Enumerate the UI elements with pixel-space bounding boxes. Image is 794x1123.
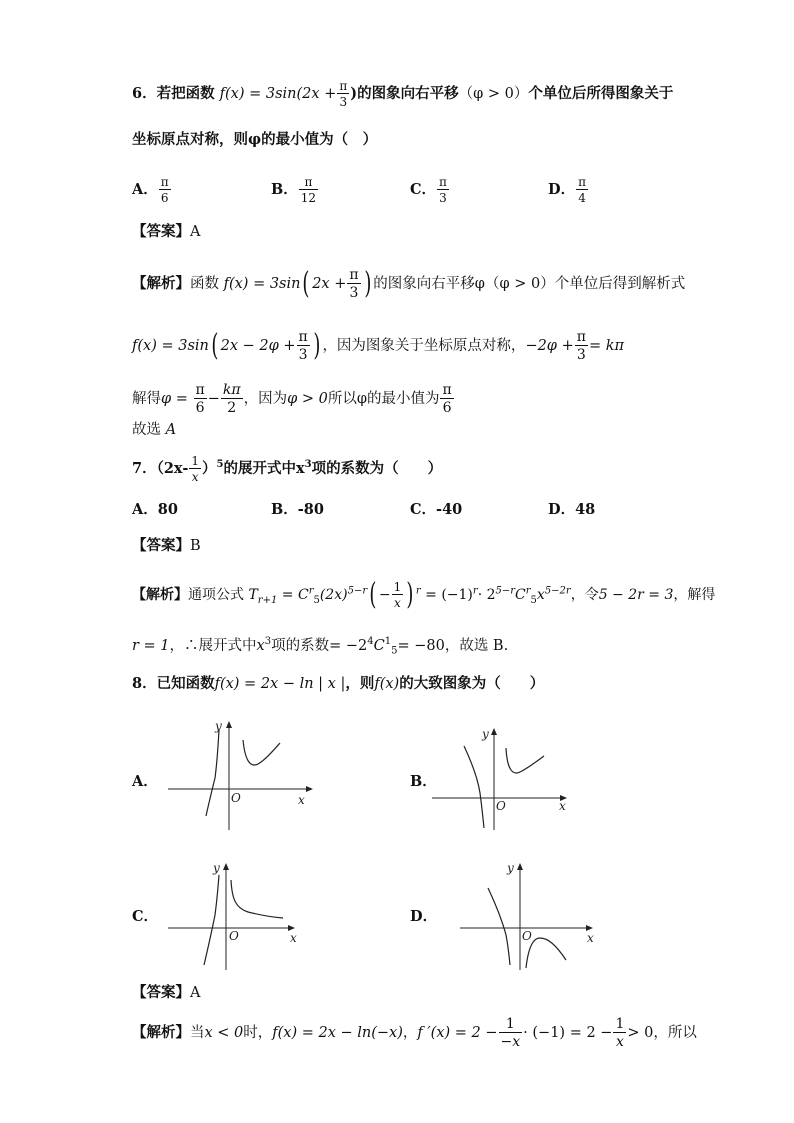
axis-x-label: x — [298, 793, 305, 807]
q7-option-c[interactable]: C．-40 — [410, 501, 463, 518]
axis-y-label: y — [482, 727, 489, 741]
origin-label: O — [496, 799, 506, 813]
q7-option-d[interactable]: D．48 — [548, 501, 596, 518]
y-axis-arrow-icon — [491, 728, 497, 735]
axis-y-label: y — [213, 861, 220, 875]
q6-answer-value: A — [190, 224, 201, 240]
curve-right — [506, 748, 544, 773]
origin-label: O — [231, 791, 241, 805]
curve-left — [204, 875, 219, 965]
q6-analysis-line3: 解得φ = $\frac{\pi}{6}$ − $\frac{k\pi}{2}$ ，因为φ > 0所以φ的最小值为 $\frac{\pi}{6}$ — [132, 382, 452, 416]
y-axis-arrow-icon — [223, 863, 229, 870]
answer-tag: 【答案】 — [132, 223, 190, 240]
q8-option-c[interactable]: C． — [132, 908, 159, 925]
q7-analysis-line1: 【解析】通项公式 $T_{r+1} = C^r_5(2x)^{5-r}$( − $\frac{1}{x}$ ) $^r = (-1)^r\cdot 2^{5-r}C^r_5x^{5-2r}$，令5 − 2r = 3，解得 — [132, 577, 716, 612]
q7-analysis-line2: r = 1，∴展开式中$x^3$项的系数= $-2^4C^1_5= -80$，故选 B. — [132, 636, 509, 657]
x-axis-arrow-icon — [306, 786, 313, 792]
curve-left — [488, 888, 510, 965]
curve-left — [464, 746, 484, 828]
origin-label: O — [522, 929, 532, 943]
q7-answer: 【答案】B — [132, 537, 201, 554]
q6-option-c[interactable]: C． $\frac{\pi}{3}$ — [410, 175, 447, 205]
q8-analysis-line1: 【解析】当x < 0时，f(x) = 2x − ln(−x)，f ′(x) = 2 − $\frac{1}{-x}$ · (−1) = 2 − $\frac{1}{x}$ > 0，所以 — [132, 1016, 697, 1050]
axis-x-label: x — [290, 931, 297, 945]
q7-option-b[interactable]: B．-80 — [271, 501, 324, 518]
q6-analysis-line1: 【解析】函数 f(x) = 3sin( 2x + $\frac{\pi}{3}$ ) 的图象向右平移φ（φ > 0）个单位后得到解析式 — [132, 266, 686, 301]
q6-number: 6． — [132, 85, 157, 102]
curve-left — [206, 730, 219, 816]
q8-option-d[interactable]: D． — [410, 908, 438, 925]
q8-stem: 8．已知函数f(x) = 2x − ln | x |，则f(x)的大致图象为（ ） — [132, 675, 545, 692]
axis-x-label: x — [559, 799, 566, 813]
curve-right — [231, 880, 283, 918]
q8-graph-b[interactable] — [432, 718, 592, 833]
curve-right — [526, 938, 566, 968]
q7-number: 7． — [132, 460, 157, 477]
q6-analysis-line2: f(x) = 3sin( 2x − 2φ + $\frac{\pi}{3}$ ) ，因为图象关于坐标原点对称，−2φ + $\frac{\pi}{3}$ = kπ — [132, 328, 625, 363]
q6-conclusion: 故选 A — [132, 422, 177, 438]
q6-option-d[interactable]: D． $\frac{\pi}{4}$ — [548, 175, 586, 205]
q6-frac-pi-3: $\frac{\pi}{3}$ — [339, 79, 348, 109]
q6-stem-line1: 6．若把函数 f(x) = 3sin(2x + $\frac{\pi}{3}$ )的图象向右平移（φ > 0）个单位后所得图象关于 — [132, 79, 674, 109]
q7-answer-value: B — [190, 538, 201, 554]
q8-graph-d[interactable] — [460, 860, 620, 975]
q8-number: 8． — [132, 675, 157, 692]
q6-answer — [132, 222, 200, 242]
q8-graph-a[interactable] — [168, 718, 328, 833]
q8-option-b[interactable]: B． — [410, 773, 437, 790]
axis-y-label: y — [215, 719, 222, 733]
q8-answer: 【答案】A — [132, 984, 201, 1001]
q7-stem: 7．（2x- $\frac{1}{x}$ ）$^5$的展开式中$x^3$项的系数为（ ） — [132, 454, 443, 484]
curve-right — [243, 740, 280, 765]
y-axis-arrow-icon — [517, 863, 523, 870]
q8-answer-value: A — [190, 985, 201, 1001]
q7-option-a[interactable]: A．80 — [132, 501, 178, 518]
q6-option-b[interactable]: B． $\frac{\pi}{12}$ — [271, 175, 317, 205]
y-axis-arrow-icon — [226, 721, 232, 728]
origin-label: O — [229, 929, 239, 943]
axis-y-label: y — [507, 861, 514, 875]
q6-option-a[interactable]: A． $\frac{\pi}{6}$ — [132, 175, 169, 205]
q8-option-a[interactable]: A． — [132, 773, 158, 790]
axis-x-label: x — [587, 931, 594, 945]
q6-stem-line2: 坐标原点对称，则φ的最小值为（ ） — [132, 131, 378, 148]
q8-graph-c[interactable] — [168, 860, 328, 975]
